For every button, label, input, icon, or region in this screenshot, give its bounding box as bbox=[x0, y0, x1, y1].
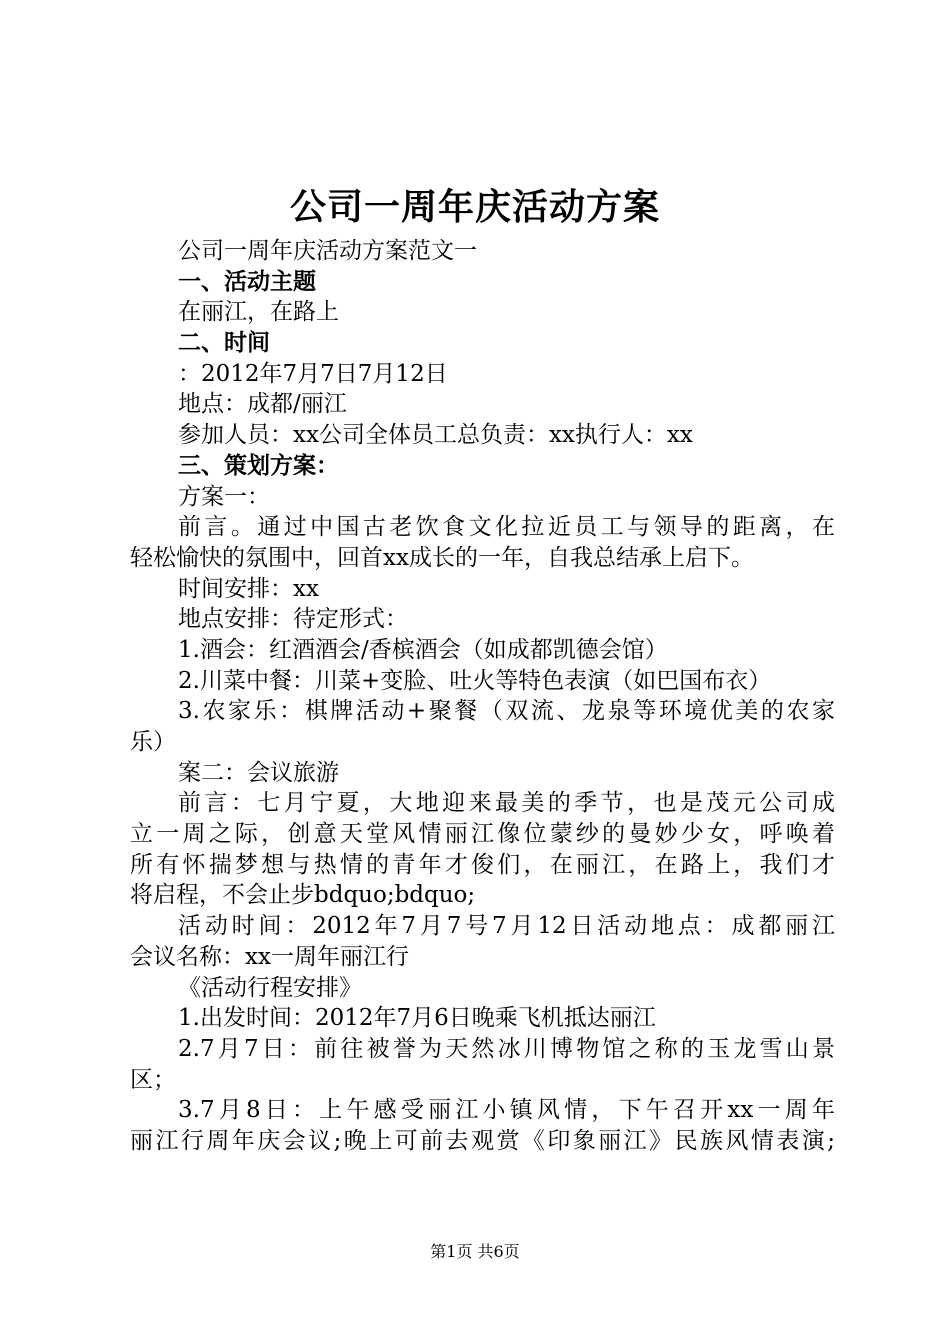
list-item: 2.7月7日：前往被誉为天然冰川博物馆之称的玉龙雪山景 bbox=[178, 1035, 835, 1062]
text-line: 立一周之际，创意天堂风情丽江像位蒙纱的曼妙少女，呼唤着 bbox=[130, 821, 835, 848]
text-line: 区； bbox=[130, 1066, 176, 1093]
text-line: 所有怀揣梦想与热情的青年才俊们，在丽江，在路上，我们才 bbox=[130, 851, 835, 878]
text-line: 活动时间：2012年7月7号7月12日活动地点：成都丽江 bbox=[178, 913, 835, 940]
text-line: 会议名称：xx一周年丽江行 bbox=[130, 943, 409, 970]
text-line: 方案一： bbox=[178, 483, 270, 510]
section-heading: 二、时间 bbox=[178, 330, 270, 357]
text-line: ：2012年7月7日7月12日 bbox=[178, 360, 448, 387]
text-line: 参加人员：xx公司全体员工总负责：xx执行人：xx bbox=[178, 422, 693, 449]
list-item: 3.7月8日：上午感受丽江小镇风情，下午召开xx一周年 bbox=[178, 1097, 835, 1124]
text-line: 地点：成都/丽江 bbox=[178, 391, 347, 418]
page-footer: 第1页 共6页 bbox=[430, 1242, 520, 1261]
document-title: 公司一周年庆活动方案 bbox=[289, 187, 660, 228]
document-body bbox=[130, 236, 835, 1157]
text-line: 前言：七月宁夏，大地迎来最美的季节，也是茂元公司成 bbox=[178, 790, 835, 817]
list-item: 1.出发时间：2012年7月6日晚乘飞机抵达丽江 bbox=[178, 1005, 656, 1032]
text-line: 案二：会议旅游 bbox=[178, 759, 339, 786]
text-line: 《活动行程安排》 bbox=[178, 974, 362, 1001]
text-line: 前言。通过中国古老饮食文化拉近员工与领导的距离，在 bbox=[178, 514, 835, 541]
text-line: 乐） bbox=[130, 729, 176, 755]
text-line: 丽江行周年庆会议;晚上可前去观赏《印象丽江》民族风情表演; bbox=[130, 1127, 835, 1154]
list-item: 1.酒会：红酒酒会/香槟酒会（如成都凯德会馆） bbox=[178, 636, 668, 663]
section-heading: 一、活动主题 bbox=[178, 268, 316, 295]
section-heading: 三、策划方案： bbox=[178, 452, 339, 479]
list-item: 2.川菜中餐：川菜+变脸、吐火等特色表演（如巴国布衣） bbox=[178, 667, 772, 694]
text-line: 轻松愉快的氛围中，回首xx成长的一年，自我总结承上启下。 bbox=[130, 544, 754, 571]
text-line: 时间安排：xx bbox=[178, 575, 319, 602]
text-line: 将启程，不会止步bdquo;bdquo; bbox=[130, 882, 476, 909]
list-item: 3.农家乐：棋牌活动+聚餐（双流、龙泉等环境优美的农家 bbox=[178, 698, 835, 725]
subtitle-line: 公司一周年庆活动方案范文一 bbox=[178, 238, 477, 264]
text-line: 在丽江，在路上 bbox=[178, 299, 339, 326]
text-line: 地点安排：待定形式： bbox=[178, 606, 408, 633]
